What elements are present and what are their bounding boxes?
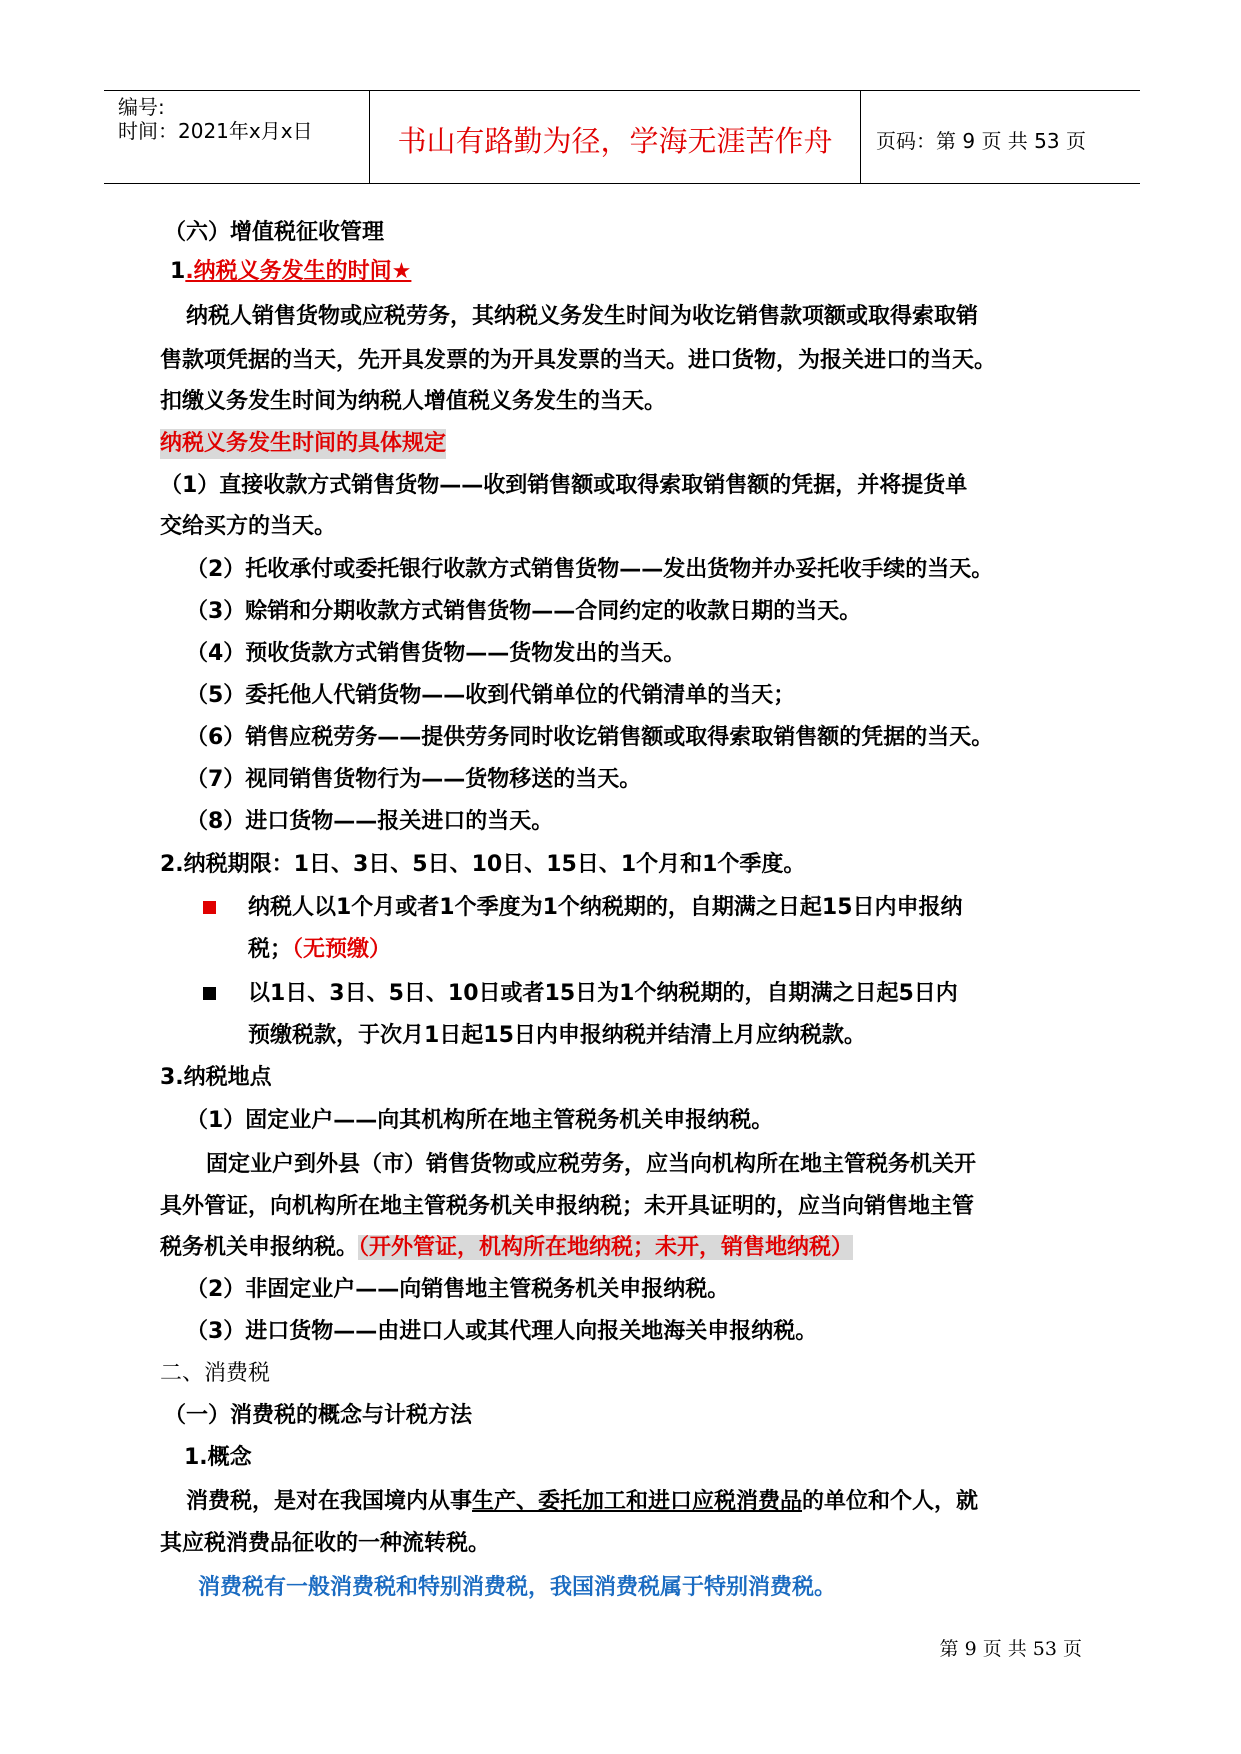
bullet-text-continuation: 预缴税款，于次月1日起15日内申报纳税并结清上月应纳税款。 — [248, 1023, 866, 1048]
paragraph-text: 税务机关申报纳税。 — [160, 1235, 359, 1260]
list-item: （1）固定业户——向其机构所在地主管税务机关申报纳税。 — [186, 1108, 774, 1133]
bullet-text-part: 税； — [248, 937, 293, 962]
header-motto: 书山有路勤为径，学海无涯苦作舟 — [397, 124, 833, 158]
paragraph-line: 2.纳税期限：1日、3日、5日、10日、15日、1个月和1个季度。 — [160, 852, 806, 877]
list-item: （4）预收货款方式销售货物——货物发出的当天。 — [186, 641, 686, 666]
list-item: （3）进口货物——由进口人或其代理人向报关地海关申报纳税。 — [186, 1319, 818, 1344]
paragraph-line — [186, 1487, 978, 1517]
list-item-continuation: 交给买方的当天。 — [160, 514, 337, 539]
list-item: （5）委托他人代销货物——收到代销单位的代销清单的当天； — [186, 683, 796, 708]
paragraph-line — [160, 1233, 853, 1263]
highlighted-note: （开外管证，机构所在地纳税；未开，销售地纳税） — [358, 1235, 854, 1260]
list-item: （2）托收承付或委托银行收款方式销售货物——发出货物并办妥托收手续的当天。 — [186, 557, 994, 582]
list-item: （8）进口货物——报关进口的当天。 — [186, 809, 554, 834]
square-bullet-icon — [203, 987, 216, 1000]
subsection-title: .纳税义务发生的时间★ — [185, 259, 412, 284]
page-header — [104, 90, 1140, 184]
list-item: （7）视同销售货物行为——货物移送的当天。 — [186, 767, 642, 792]
paragraph-line: 3.纳税地点 — [160, 1065, 272, 1090]
header-right-cell — [862, 91, 1140, 183]
bullet-text: 以1日、3日、5日、10日或者15日为1个纳税期的，自期满之日起5日内 — [248, 981, 958, 1006]
chapter-heading: 二、消费税 — [160, 1361, 271, 1386]
page-footer: 第 9 页 共 53 页 — [939, 1638, 1082, 1660]
paragraph-line: 其应税消费品征收的一种流转税。 — [160, 1531, 491, 1556]
emphasis-line: 消费税有一般消费税和特别消费税，我国消费税属于特别消费税。 — [198, 1575, 837, 1600]
paragraph-text: 消费税，是对在我国境内从事 — [186, 1489, 473, 1514]
list-item: （1）直接收款方式销售货物——收到销售额或取得索取销售额的凭据，并将提货单 — [160, 473, 968, 498]
section-heading: （六）增值税征收管理 — [164, 220, 385, 245]
header-middle-cell — [370, 91, 861, 183]
bullet-text: 纳税人以1个月或者1个季度为1个纳税期的，自期满之日起15日内申报纳 — [248, 895, 963, 920]
paragraph-line: 售款项凭据的当天，先开具发票的为开具发票的当天。进口货物，为报关进口的当天。 — [160, 348, 997, 373]
note-text: （无预缴） — [292, 937, 392, 962]
highlighted-heading: 纳税义务发生时间的具体规定 — [160, 429, 446, 459]
paragraph-line: 纳税人销售货物或应税劳务，其纳税义务发生时间为收讫销售款项额或取得索取销 — [186, 304, 979, 329]
subsection-number: 1 — [170, 259, 186, 284]
paragraph-text: 的单位和个人，就 — [802, 1489, 979, 1514]
square-bullet-icon — [203, 901, 216, 914]
bullet-text-continuation — [248, 935, 391, 965]
list-item: （2）非固定业户——向销售地主管税务机关申报纳税。 — [186, 1277, 730, 1302]
list-item: （3）赊销和分期收款方式销售货物——合同约定的收款日期的当天。 — [186, 599, 862, 624]
document-number-label: 编号: — [118, 95, 165, 119]
document-time-label: 时间：2021年x月x日 — [118, 119, 313, 143]
header-page-number: 页码：第 9 页 共 53 页 — [876, 129, 1086, 153]
paragraph-line: 具外管证，向机构所在地主管税务机关申报纳税；未开具证明的，应当向销售地主管 — [160, 1194, 975, 1219]
header-left-cell — [104, 91, 370, 183]
section-heading: （一）消费税的概念与计税方法 — [164, 1403, 473, 1428]
subsection-heading — [170, 257, 411, 287]
list-item: （6）销售应税劳务——提供劳务同时收讫销售额或取得索取销售额的凭据的当天。 — [186, 725, 994, 750]
subsection-heading: 1.概念 — [184, 1445, 252, 1470]
paragraph-line: 扣缴义务发生时间为纳税人增值税义务发生的当天。 — [160, 389, 667, 414]
underlined-text: 生产、委托加工和进口应税消费品 — [472, 1489, 803, 1514]
paragraph-line: 固定业户到外县（市）销售货物或应税劳务，应当向机构所在地主管税务机关开 — [206, 1152, 977, 1177]
